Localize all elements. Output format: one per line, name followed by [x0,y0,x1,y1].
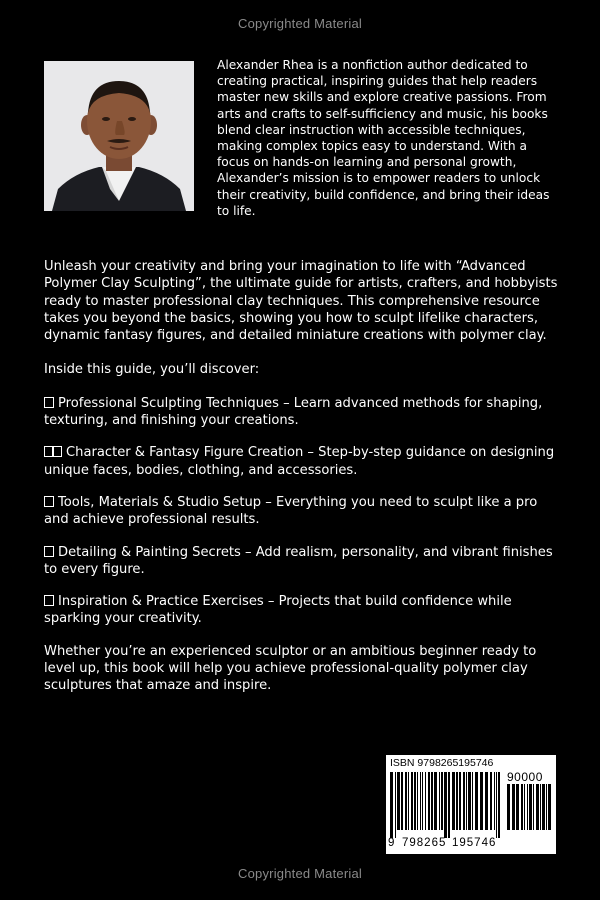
intro-paragraph: Unleash your creativity and bring your imagination to life with “Advanced Polymer Clay Sculpting”, the ultimate guide for artists, crafters, and hobbyists ready to master professional clay techniques. This comprehensive resource takes you beyond the basics, showing you how to sculpt lifelike characters, dynamic fantasy figures, and detailed miniature creations with polymer clay. [44,259,558,344]
bullet-text: Professional Sculpting Techniques – Learn advanced methods for shaping, texturing, and finishing your creations. [44,395,543,429]
bullet-item [44,593,558,628]
isbn-label: ISBN 9798265195746 [390,757,494,769]
missing-glyph-icon [44,595,54,606]
discover-heading: Inside this guide, you’ll discover: [44,362,260,378]
copyright-watermark-bottom: Copyrighted Material [238,866,362,881]
isbn-barcode [386,755,556,854]
closing-paragraph: Whether you’re an experienced sculptor or an ambitious beginner ready to level up, this book will help you achieve professional-quality polymer clay sculptures that amaze and inspire. [44,643,537,694]
missing-glyph-icon [44,546,54,557]
barcode-digit-group-1: 798265 [402,837,447,849]
bullet-text: Character & Fantasy Figure Creation – Step-by-step guidance on designing unique faces, bodies, clothing, and accessories. [44,445,555,478]
price-code: 90000 [507,770,543,784]
bullet-text: Detailing & Painting Secrets – Add realism, personality, and vibrant finishes to every figure. [44,544,553,577]
copyright-watermark-top: Copyrighted Material [238,16,362,31]
bullet-item [44,444,558,479]
bullet-text: Inspiration & Practice Exercises – Projects that build confidence while sparking your creativity. [44,594,512,627]
addon-barcode-bars [507,784,551,838]
author-photo [44,61,194,211]
ean-barcode-bars [390,772,504,838]
missing-glyph-icon [44,397,54,408]
missing-glyph-icon [44,496,54,507]
barcode-digit-group-2: 195746 [452,837,497,849]
author-portrait-image [44,61,194,211]
bullet-item [44,494,558,529]
bullet-item [44,395,558,430]
barcode-digit-first: 9 [388,837,396,849]
missing-glyph-icon [44,446,62,457]
author-bio: Alexander Rhea is a nonfiction author dedicated to creating practical, inspiring guides that help readers master new skills and explore creative passions. From arts and crafts to self-sufficiency and music, his books blend clear instruction with accessible techniques, making complex topics easy to understand. With a focus on hands-on learning and personal growth, Alexander’s mission is to empower readers to unlock their creativity, build confidence, and bring their ideas to life. [217,58,550,218]
bullet-item [44,544,558,579]
book-description [44,258,558,710]
bullet-text: Tools, Materials & Studio Setup – Everything you need to sculpt like a pro and achieve professional results. [44,494,538,528]
